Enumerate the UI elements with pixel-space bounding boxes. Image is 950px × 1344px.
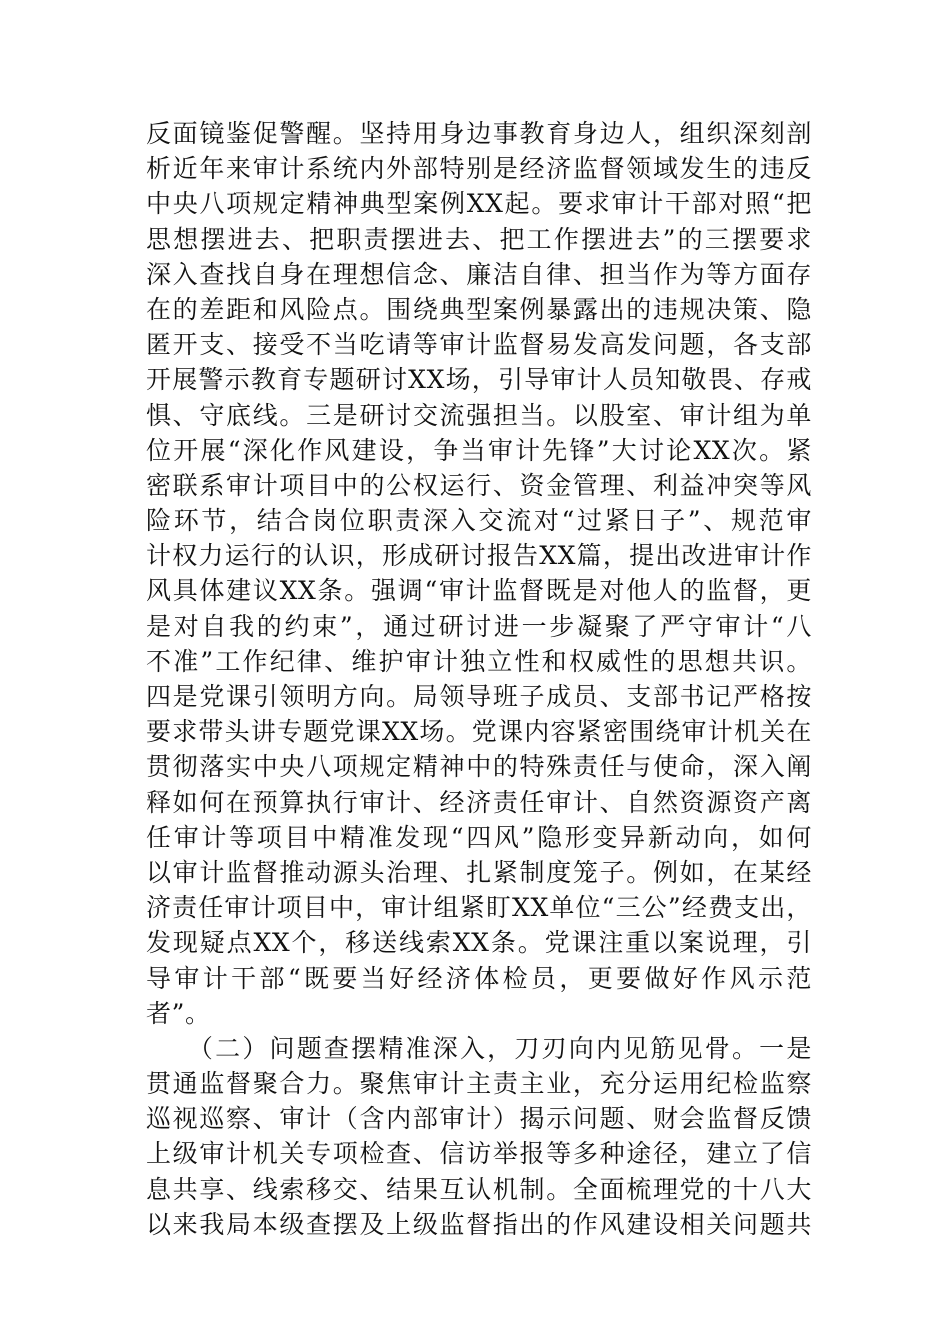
text-line: 不准”工作纪律、维护审计独立性和权威性的思想共识。 bbox=[146, 646, 812, 676]
text-line: 计权力运行的认识，形成研讨报告XX篇，提出改进审计作 bbox=[146, 541, 812, 571]
text-line: 析近年来审计系统内外部特别是经济监督领域发生的违反 bbox=[146, 154, 812, 184]
text-line: 以来我局本级查摆及上级监督指出的作风建设相关问题共 bbox=[146, 1209, 812, 1239]
text-line: 贯通监督聚合力。聚焦审计主责主业，充分运用纪检监察 bbox=[146, 1069, 812, 1099]
text-line: 要求带头讲专题党课XX场。党课内容紧密围绕审计机关在 bbox=[146, 717, 812, 747]
text-line: 上级审计机关专项检查、信访举报等多种途径，建立了信 bbox=[146, 1139, 812, 1169]
text-line: 济责任审计项目中，审计组紧盯XX单位“三公”经费支出， bbox=[146, 893, 812, 923]
text-line: 惧、守底线。三是研讨交流强担当。以股室、审计组为单 bbox=[146, 400, 812, 430]
text-line: 思想摆进去、把职责摆进去、把工作摆进去”的三摆要求 bbox=[146, 224, 812, 254]
document-body bbox=[146, 116, 812, 1242]
text-line: 中央八项规定精神典型案例XX起。要求审计干部对照“把 bbox=[146, 189, 812, 219]
text-line: 四是党课引领明方向。局领导班子成员、支部书记严格按 bbox=[146, 682, 812, 711]
text-line: 巡视巡察、审计（含内部审计）揭示问题、财会监督反馈 bbox=[146, 1104, 812, 1134]
text-line: 开展警示教育专题研讨XX场，引导审计人员知敬畏、存戒 bbox=[146, 365, 812, 395]
paragraph-end-line: 者”。 bbox=[146, 998, 211, 1028]
text-line: 发现疑点XX个，移送线索XX条。党课注重以案说理，引 bbox=[146, 928, 812, 958]
text-line: 匿开支、接受不当吃请等审计监督易发高发问题，各支部 bbox=[146, 330, 812, 360]
text-line: 深入查找自身在理想信念、廉洁自律、担当作为等方面存 bbox=[146, 259, 812, 289]
text-line: 以审计监督推动源头治理、扎紧制度笼子。例如，在某经 bbox=[146, 857, 812, 887]
text-line: 任审计等项目中精准发现“四风”隐形变异新动向，如何 bbox=[146, 822, 812, 852]
text-line: 风具体建议XX条。强调“审计监督既是对他人的监督，更 bbox=[146, 576, 812, 606]
text-line: 贯彻落实中央八项规定精神中的特殊责任与使命，深入阐 bbox=[146, 752, 812, 782]
text-line: 险环节，结合岗位职责深入交流对“过紧日子”、规范审 bbox=[146, 506, 812, 536]
text-line: 密联系审计项目中的公权运行、资金管理、利益冲突等风 bbox=[146, 470, 812, 500]
text-line: 是对自我的约束”，通过研讨进一步凝聚了严守审计“八 bbox=[146, 611, 812, 641]
section-heading-line: （二）问题查摆精准深入，刀刃向内见筋见骨。一是 bbox=[146, 1033, 812, 1063]
text-line: 息共享、线索移交、结果互认机制。全面梳理党的十八大 bbox=[146, 1174, 812, 1204]
text-line: 位开展“深化作风建设，争当审计先锋”大讨论XX次。紧 bbox=[146, 435, 812, 465]
text-line: 导审计干部“既要当好经济体检员，更要做好作风示范 bbox=[146, 963, 812, 993]
text-line: 释如何在预算执行审计、经济责任审计、自然资源资产离 bbox=[146, 787, 812, 817]
text-line: 反面镜鉴促警醒。坚持用身边事教育身边人，组织深刻剖 bbox=[146, 119, 812, 148]
text-line: 在的差距和风险点。围绕典型案例暴露出的违规决策、隐 bbox=[146, 294, 812, 324]
